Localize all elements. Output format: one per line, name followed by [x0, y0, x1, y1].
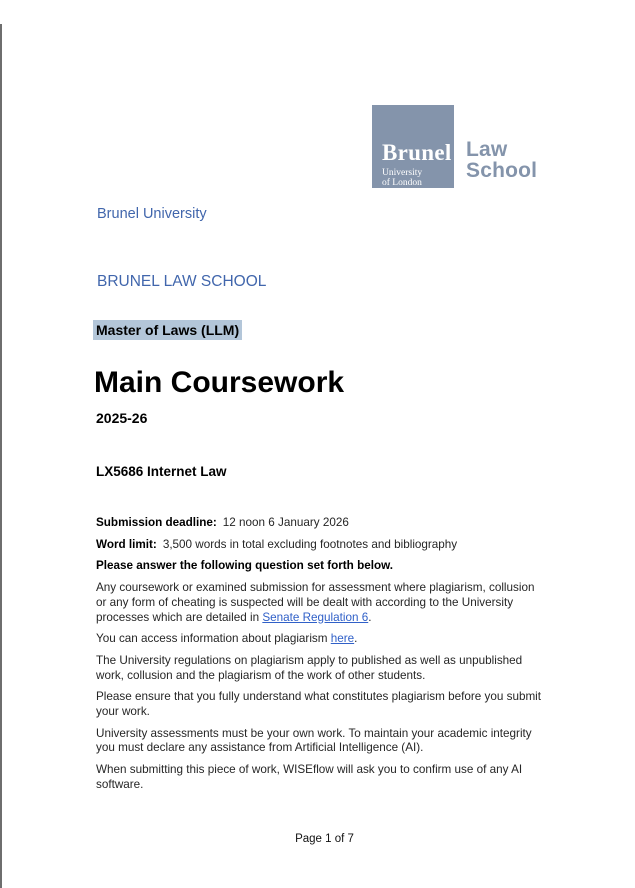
coursework-title: Main Coursework: [94, 366, 345, 399]
logo-subtitle-line1: University: [382, 168, 423, 178]
document-body: [96, 516, 548, 800]
school-name: BRUNEL LAW SCHOOL: [97, 273, 267, 290]
page-number: Page 1 of 7: [295, 833, 354, 845]
wiseflow-paragraph: When submitting this piece of work, WISEflow will ask you to confirm use of any AI software.: [96, 763, 523, 791]
university-name: Brunel University: [97, 206, 207, 222]
plagiarism-text-before-link: Any coursework or examined submission for assessment where plagiarism, collusion or any form of cheating is suspected will be dealt with according to the University processes which are detailed in: [96, 581, 535, 624]
page-edge-line: [0, 24, 2, 888]
submission-deadline-label: Submission deadline:: [96, 516, 217, 529]
programme-line: [93, 322, 242, 340]
law-school-wordmark-line1: Law: [466, 138, 508, 161]
own-work-paragraph: University assessments must be your own work. To maintain your academic integrity you must declare any assistance from Artificial Intelligence (AI).: [96, 726, 532, 755]
law-school-wordmark-line2: School: [466, 159, 538, 182]
word-limit-label: Word limit:: [96, 537, 157, 551]
academic-year: 2025-26: [96, 410, 148, 426]
access-text-before-link: You can access information about plagiarism: [96, 632, 331, 646]
submission-deadline-line: [96, 516, 548, 531]
regulations-paragraph: The University regulations on plagiarism apply to published as well as unpublished work, collusion and the plagiarism of the work of other students.: [96, 653, 523, 682]
access-text-after-link: .: [354, 632, 358, 646]
word-limit-value: 3,500 words in total excluding footnotes and bibliography: [162, 537, 458, 551]
instruction-line: Please answer the following question set forth below.: [96, 559, 393, 573]
logo-subtitle-line2: of London: [382, 177, 422, 188]
senate-regulation-link[interactable]: Senate Regulation 6: [262, 610, 369, 624]
ensure-paragraph: Please ensure that you fully understand what constitutes plagiarism before you submit your work.: [96, 690, 542, 719]
plagiarism-text-after-link: .: [368, 610, 372, 624]
word-limit-line: [96, 538, 548, 553]
plagiarism-here-link[interactable]: here: [330, 632, 355, 646]
module-code-title: LX5686 Internet Law: [96, 464, 227, 479]
programme-title-highlighted: Master of Laws (LLM): [93, 320, 242, 340]
brunel-law-school-logo: [372, 105, 537, 188]
plagiarism-paragraph: [96, 581, 548, 625]
brunel-logo-mark: [372, 105, 454, 188]
plagiarism-info-line: [96, 632, 548, 647]
submission-deadline-value: 12 noon 6 January 2026: [222, 516, 349, 529]
logo-brand-text: Brunel: [382, 140, 452, 165]
law-school-wordmark: [466, 139, 537, 188]
